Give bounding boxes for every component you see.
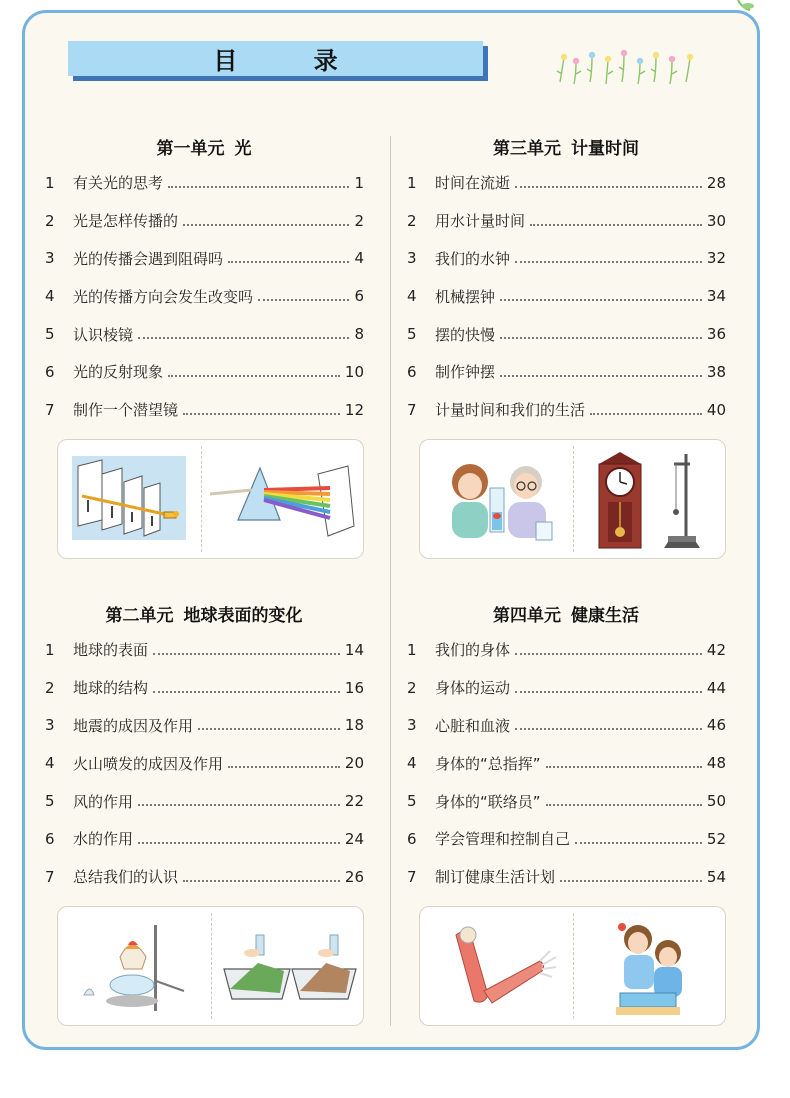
pendulum-stand-icon (660, 450, 704, 550)
leader-dots (546, 804, 702, 806)
leader-dots (153, 653, 340, 655)
entry-page: 28 (706, 173, 726, 192)
entry-number: 4 (45, 287, 55, 306)
entry-number: 3 (407, 716, 417, 735)
entry-number: 7 (407, 867, 417, 886)
toc-entry[interactable] (44, 782, 364, 820)
entry-number: 6 (45, 362, 55, 381)
column-divider (390, 136, 391, 1026)
toc-entry[interactable] (44, 707, 364, 745)
toc-entry[interactable] (44, 315, 364, 353)
leader-dots (515, 261, 702, 263)
leader-dots (515, 186, 702, 188)
leader-dots (515, 728, 702, 730)
prism-rainbow-icon (208, 460, 358, 540)
unit-4-illustrations (419, 906, 726, 1026)
leader-dots (168, 186, 349, 188)
water-clock-people-icon (440, 454, 564, 546)
entry-title: 地球的表面 (73, 641, 149, 660)
entry-page: 8 (354, 325, 364, 344)
entry-page: 16 (344, 678, 364, 697)
leader-dots (546, 766, 702, 768)
entry-page: 42 (706, 640, 726, 659)
entry-page: 54 (706, 867, 726, 886)
entry-title: 制作一个潜望镜 (73, 401, 179, 420)
leader-dots (228, 766, 340, 768)
leaf-corner-icon (720, 0, 760, 14)
entry-page: 52 (706, 829, 726, 848)
entry-title: 认识棱镜 (73, 325, 134, 344)
entry-page: 2 (354, 211, 364, 230)
entry-page: 26 (344, 867, 364, 886)
unit-1-illustrations (57, 439, 364, 559)
entry-number: 5 (45, 325, 55, 344)
entry-page: 34 (706, 287, 726, 306)
toc-entry[interactable] (406, 277, 726, 315)
entry-title: 我们的水钟 (435, 249, 511, 268)
leader-dots (500, 375, 702, 377)
toc-entry[interactable] (406, 631, 726, 669)
entry-title: 总结我们的认识 (73, 868, 179, 887)
toc-entry[interactable] (44, 240, 364, 278)
leader-dots (183, 224, 349, 226)
entry-title: 机械摆钟 (435, 287, 496, 306)
leader-dots (138, 842, 340, 844)
leader-dots (530, 224, 702, 226)
unit-title (44, 597, 364, 629)
entry-number: 6 (45, 829, 55, 848)
toc-entry[interactable] (44, 820, 364, 858)
entry-title: 风的作用 (73, 792, 134, 811)
entry-number: 1 (407, 640, 417, 659)
leader-dots (500, 299, 702, 301)
unit-3-illustrations (419, 439, 726, 559)
entry-number: 6 (407, 362, 417, 381)
kids-experiment-icon (610, 915, 690, 1019)
entry-page: 50 (706, 792, 726, 811)
toc-entry[interactable] (406, 820, 726, 858)
unit-name: 计量时间 (571, 138, 639, 159)
toc-entry[interactable] (406, 391, 726, 429)
entry-title: 火山喷发的成因及作用 (73, 754, 224, 773)
entry-page: 1 (354, 173, 364, 192)
leader-dots (590, 413, 702, 415)
unit-name: 光 (234, 138, 252, 159)
leader-dots (258, 299, 349, 301)
unit-number: 第四单元 (493, 605, 561, 626)
entry-page: 20 (344, 754, 364, 773)
entry-title: 身体的“联络员” (435, 792, 541, 811)
toc-entry[interactable] (44, 744, 364, 782)
entry-number: 5 (407, 792, 417, 811)
entry-page: 46 (706, 716, 726, 735)
entry-number: 4 (45, 754, 55, 773)
entry-page: 6 (354, 287, 364, 306)
toc-entry[interactable] (44, 631, 364, 669)
unit-1-section (44, 130, 364, 429)
toc-entry[interactable] (44, 277, 364, 315)
leader-dots (228, 261, 349, 263)
page-title: 目 录 (68, 41, 483, 76)
entry-number: 3 (45, 716, 55, 735)
entry-number: 7 (45, 400, 55, 419)
erosion-trays-icon (218, 929, 358, 1009)
entry-title: 地震的成因及作用 (73, 716, 194, 735)
volcano-model-icon (80, 919, 200, 1015)
entry-number: 4 (407, 754, 417, 773)
unit-2-section (44, 597, 364, 896)
entry-title: 用水计量时间 (435, 212, 526, 231)
entry-page: 24 (344, 829, 364, 848)
entry-title: 光是怎样传播的 (73, 212, 179, 231)
entry-number: 2 (407, 211, 417, 230)
leader-dots (560, 880, 702, 882)
entry-page: 4 (354, 249, 364, 268)
entry-title: 制订健康生活计划 (435, 868, 556, 887)
toc-entry[interactable] (44, 202, 364, 240)
entry-number: 3 (407, 249, 417, 268)
entry-number: 7 (407, 400, 417, 419)
unit-title (406, 130, 726, 162)
entry-title: 光的传播方向会发生改变吗 (73, 287, 254, 306)
toc-entry[interactable] (406, 782, 726, 820)
leader-dots (515, 653, 702, 655)
unit-title (44, 130, 364, 162)
entry-page: 14 (344, 640, 364, 659)
entry-number: 1 (45, 640, 55, 659)
unit-2-illustrations (57, 906, 364, 1026)
leader-dots (198, 728, 340, 730)
pendulum-clock-icon (595, 450, 645, 550)
entry-number: 1 (407, 173, 417, 192)
entry-title: 水的作用 (73, 830, 134, 849)
entry-page: 30 (706, 211, 726, 230)
unit-4-section (406, 597, 726, 896)
entry-page: 38 (706, 362, 726, 381)
entry-page: 22 (344, 792, 364, 811)
toc-entry[interactable] (44, 353, 364, 391)
entry-number: 5 (407, 325, 417, 344)
toc-entry[interactable] (406, 164, 726, 202)
flowers-icon (552, 44, 707, 88)
leader-dots (183, 413, 340, 415)
entry-title: 计量时间和我们的生活 (435, 401, 586, 420)
entry-title: 我们的身体 (435, 641, 511, 660)
entry-number: 6 (407, 829, 417, 848)
unit-number: 第三单元 (493, 138, 561, 159)
toc-entry[interactable] (406, 858, 726, 896)
leader-dots (138, 337, 349, 339)
entry-page: 36 (706, 325, 726, 344)
entry-title: 心脏和血液 (435, 716, 511, 735)
entry-page: 18 (344, 716, 364, 735)
entry-page: 40 (706, 400, 726, 419)
toc-entry[interactable] (406, 707, 726, 745)
toc-entry[interactable] (44, 669, 364, 707)
toc-entry[interactable] (44, 391, 364, 429)
entry-title: 光的传播会遇到阻碍吗 (73, 249, 224, 268)
toc-entry[interactable] (406, 240, 726, 278)
unit-number: 第一单元 (156, 138, 225, 159)
leader-dots (575, 842, 702, 844)
entry-number: 7 (45, 867, 55, 886)
entry-number: 3 (45, 249, 55, 268)
entry-page: 32 (706, 249, 726, 268)
leader-dots (515, 691, 702, 693)
entry-title: 有关光的思考 (73, 174, 164, 193)
unit-name: 地球表面的变化 (183, 605, 303, 626)
entry-title: 地球的结构 (73, 679, 149, 698)
toc-entry[interactable] (406, 669, 726, 707)
entry-number: 5 (45, 792, 55, 811)
arm-muscle-icon (444, 921, 562, 1013)
entry-number: 1 (45, 173, 55, 192)
toc-entry[interactable] (406, 202, 726, 240)
toc-entry[interactable] (44, 164, 364, 202)
entry-number: 2 (45, 211, 55, 230)
leader-dots (183, 880, 340, 882)
entry-title: 光的反射现象 (73, 363, 164, 382)
toc-entry[interactable] (44, 858, 364, 896)
unit-number: 第二单元 (105, 605, 174, 626)
entry-page: 10 (344, 362, 364, 381)
leader-dots (500, 337, 702, 339)
unit-name: 健康生活 (571, 605, 639, 626)
leader-dots (138, 804, 340, 806)
entry-page: 44 (706, 678, 726, 697)
unit-title (406, 597, 726, 629)
entry-number: 4 (407, 287, 417, 306)
entry-title: 摆的快慢 (435, 325, 496, 344)
toc-entry[interactable] (406, 353, 726, 391)
leader-dots (168, 375, 340, 377)
toc-entry[interactable] (406, 744, 726, 782)
entry-title: 学会管理和控制自己 (435, 830, 571, 849)
toc-entry[interactable] (406, 315, 726, 353)
leader-dots (153, 691, 340, 693)
unit-3-section (406, 130, 726, 429)
entry-title: 时间在流逝 (435, 174, 511, 193)
entry-title: 制作钟摆 (435, 363, 496, 382)
entry-title: 身体的“总指挥” (435, 754, 541, 773)
entry-title: 身体的运动 (435, 679, 511, 698)
candle-screens-icon (72, 456, 186, 540)
entry-number: 2 (407, 678, 417, 697)
entry-page: 12 (344, 400, 364, 419)
entry-number: 2 (45, 678, 55, 697)
entry-page: 48 (706, 754, 726, 773)
